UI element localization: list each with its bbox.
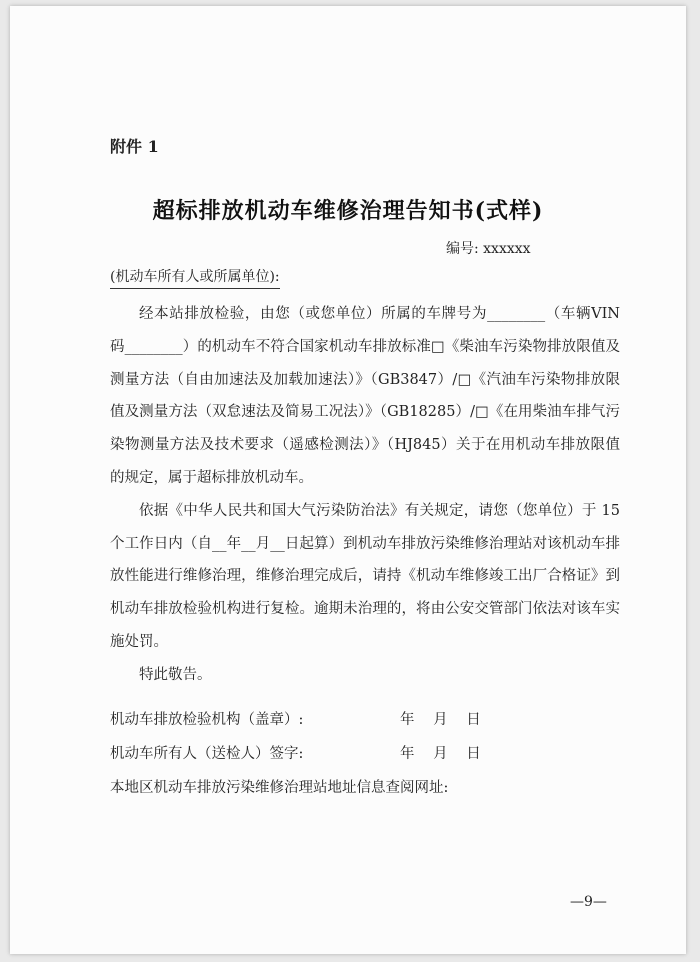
page-number: —9—	[570, 894, 607, 910]
serial-number: 编号: xxxxxx	[446, 241, 531, 257]
signature-inspection-agency: 机动车排放检验机构（盖章）:	[110, 712, 304, 728]
paragraph-closing: 特此敬告。	[139, 666, 212, 683]
signature-date-owner: 年 月 日	[400, 746, 481, 762]
lookup-url-line: 本地区机动车排放污染维修治理站地址信息查阅网址:	[110, 780, 449, 796]
signature-vehicle-owner: 机动车所有人（送检人）签字:	[110, 746, 304, 762]
paragraph-inspection-result: 经本站排放检验，由您（或您单位）所属的车牌号为________（车辆VIN 码________）的机动车不符合国家机动车排放标准□《柴油车污染物排放限值及测量方法（自由加速法及加载加速法）》（GB3847）/□《汽油车污染物排放限值及测量方法（双怠速法及简易工况法）》（GB18285）/□《在用柴油车排气污染物测量方法及技术要求（遥感检测法）》（HJ845）关于在用机动车排放限值的规定，属于超标排放机动车。	[110, 306, 620, 486]
signature-date-agency: 年 月 日	[400, 712, 481, 728]
document-page	[10, 6, 686, 954]
document-title: 超标排放机动车维修治理告知书(式样)	[152, 198, 544, 224]
notice-body	[110, 298, 620, 692]
addressee-line: (机动车所有人或所属单位):	[110, 266, 280, 289]
paragraph-repair-requirement: 依据《中华人民共和国大气污染防治法》有关规定，请您（您单位）于 15 个工作日内（自__年__月__日起算）到机动车排放污染维修治理站对该机动车排放性能进行维修治理，维修治理完成后，请持《机动车维修竣工出厂合格证》到机动车排放检验机构进行复检。逾期未治理的，将由公安交管部门依法对该车实施处罚。	[110, 502, 620, 650]
attachment-label: 附件 1	[110, 137, 159, 156]
